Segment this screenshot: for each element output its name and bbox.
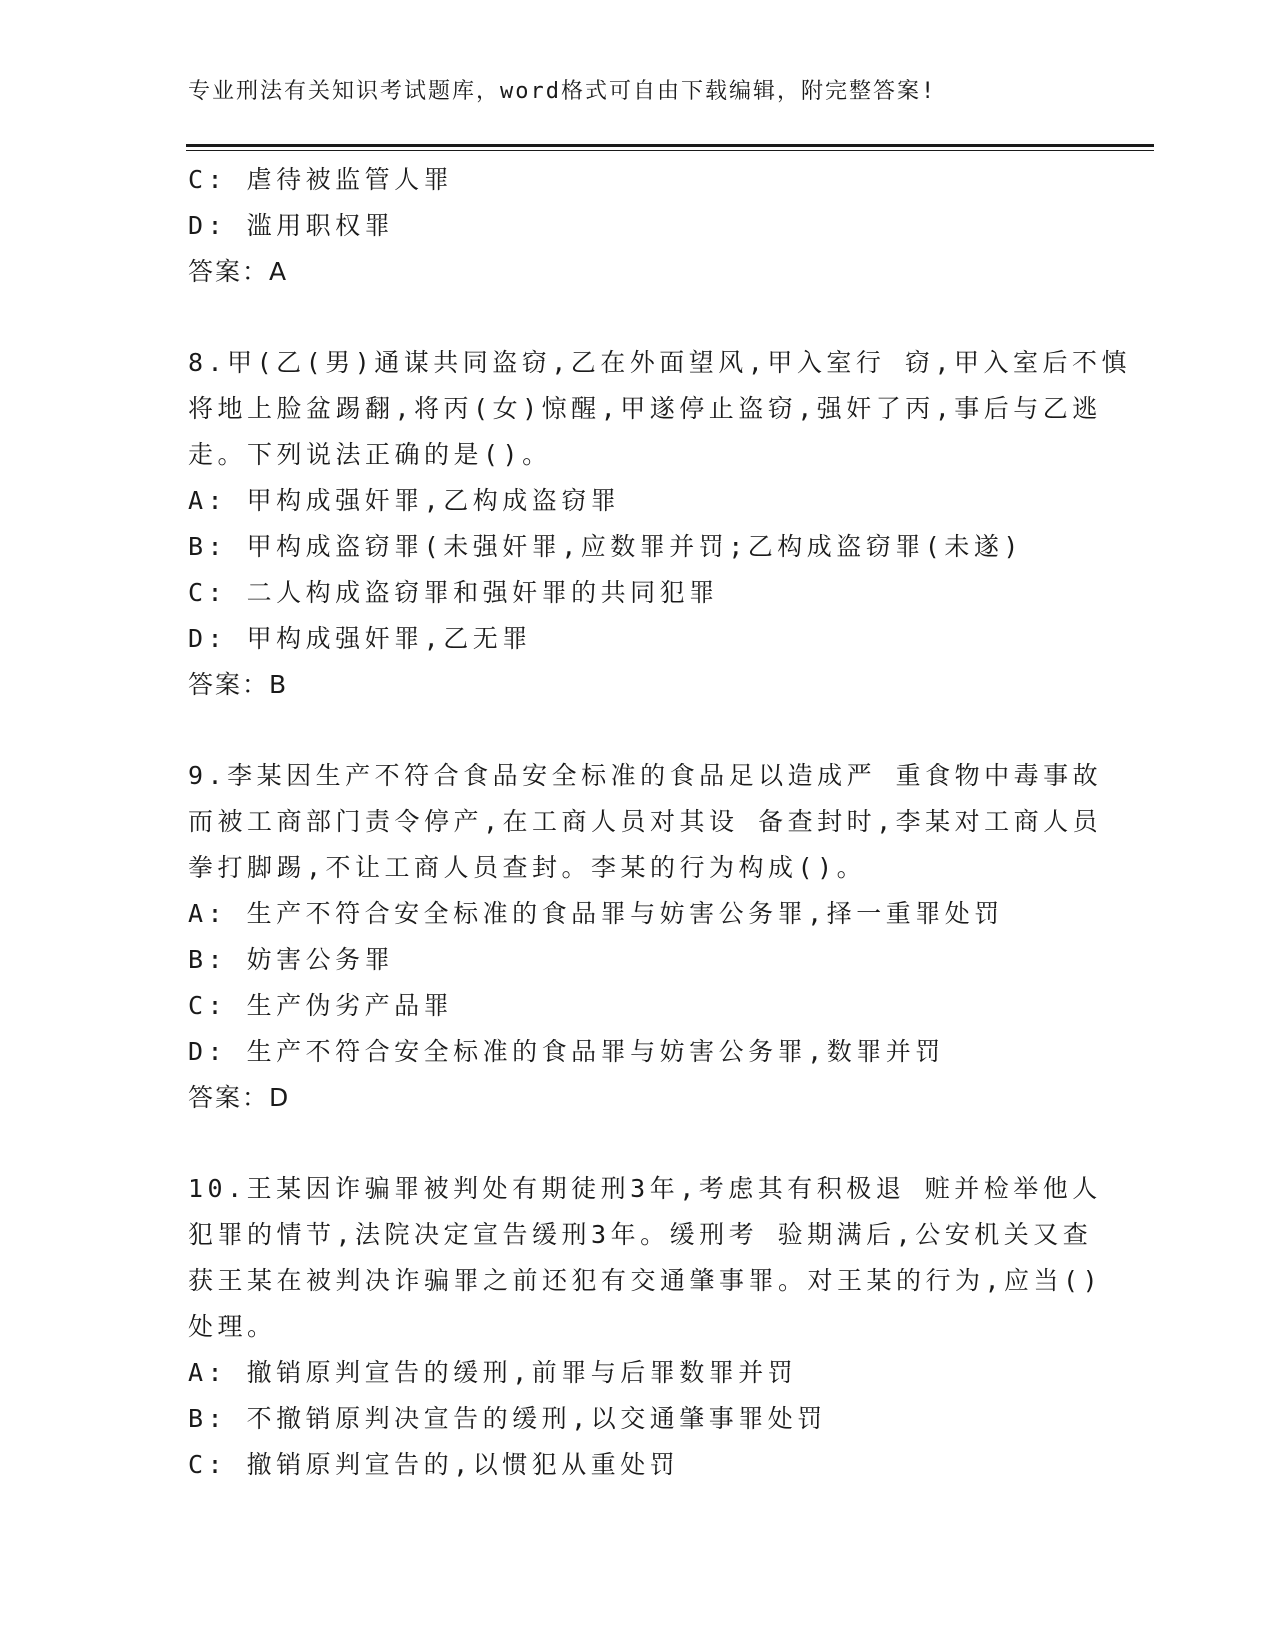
question-stem-line: 而被工商部门责令停产,在工商人员对其设 备查封时,李某对工商人员: [188, 807, 1103, 836]
option-a: A: 撤销原判宣告的缓刑,前罪与后罪数罪并罚: [188, 1358, 798, 1387]
page-header: 专业刑法有关知识考试题库，word格式可自由下载编辑，附完整答案!: [188, 79, 937, 104]
option-d: D: 甲构成强奸罪,乙无罪: [188, 624, 532, 653]
option-c: C: 撤销原判宣告的,以惯犯从重处罚: [188, 1450, 680, 1479]
header-divider-thin: [186, 150, 1154, 151]
question-stem-line: 走。下列说法正确的是()。: [188, 440, 552, 469]
option-d: D: 滥用职权罪: [188, 211, 395, 240]
question-stem-line: 10.王某因诈骗罪被判处有期徒刑3年,考虑其有积极退 赃并检举他人: [188, 1174, 1102, 1203]
option-c: C: 虐待被监管人罪: [188, 165, 454, 194]
option-a: A: 甲构成强奸罪,乙构成盗窃罪: [188, 486, 621, 515]
answer-line: 答案：B: [188, 670, 289, 699]
question-stem-line: 将地上脸盆踢翻,将丙(女)惊醒,甲遂停止盗窃,强奸了丙,事后与乙逃: [188, 394, 1102, 423]
option-b: B: 甲构成盗窃罪(未强奸罪,应数罪并罚;乙构成盗窃罪(未遂): [188, 532, 1023, 561]
option-b: B: 不撤销原判决宣告的缓刑,以交通肇事罪处罚: [188, 1404, 827, 1433]
option-d: D: 生产不符合安全标准的食品罪与妨害公务罪,数罪并罚: [188, 1037, 945, 1066]
option-c: C: 二人构成盗窃罪和强奸罪的共同犯罪: [188, 578, 719, 607]
question-stem-line: 犯罪的情节,法院决定宣告缓刑3年。缓刑考 验期满后,公安机关又查: [188, 1220, 1093, 1249]
question-8: [188, 340, 1131, 708]
question-7-tail: [188, 157, 1088, 295]
option-a: A: 生产不符合安全标准的食品罪与妨害公务罪,择一重罪处罚: [188, 899, 1004, 928]
question-content: [188, 157, 1131, 1488]
option-c: C: 生产伪劣产品罪: [188, 991, 454, 1020]
question-stem-line: 9.李某因生产不符合食品安全标准的食品足以造成严 重食物中毒事故: [188, 761, 1103, 790]
spacer: [188, 1121, 1088, 1166]
question-10: [188, 1166, 1103, 1488]
question-stem-line: 处理。: [188, 1312, 277, 1341]
answer-line: 答案：A: [188, 257, 289, 286]
answer-line: 答案：D: [188, 1083, 291, 1112]
option-b: B: 妨害公务罪: [188, 945, 395, 974]
question-stem-line: 拳打脚踢,不让工商人员查封。李某的行为构成()。: [188, 853, 867, 882]
spacer: [188, 295, 1088, 340]
spacer: [188, 708, 1088, 753]
header-divider-thick: [186, 144, 1154, 147]
question-stem-line: 获王某在被判决诈骗罪之前还犯有交通肇事罪。对王某的行为,应当(): [188, 1266, 1103, 1295]
question-9: [188, 753, 1103, 1121]
question-stem-line: 8.甲(乙(男)通谋共同盗窃,乙在外面望风,甲入室行 窃,甲入室后不慎: [188, 348, 1131, 377]
